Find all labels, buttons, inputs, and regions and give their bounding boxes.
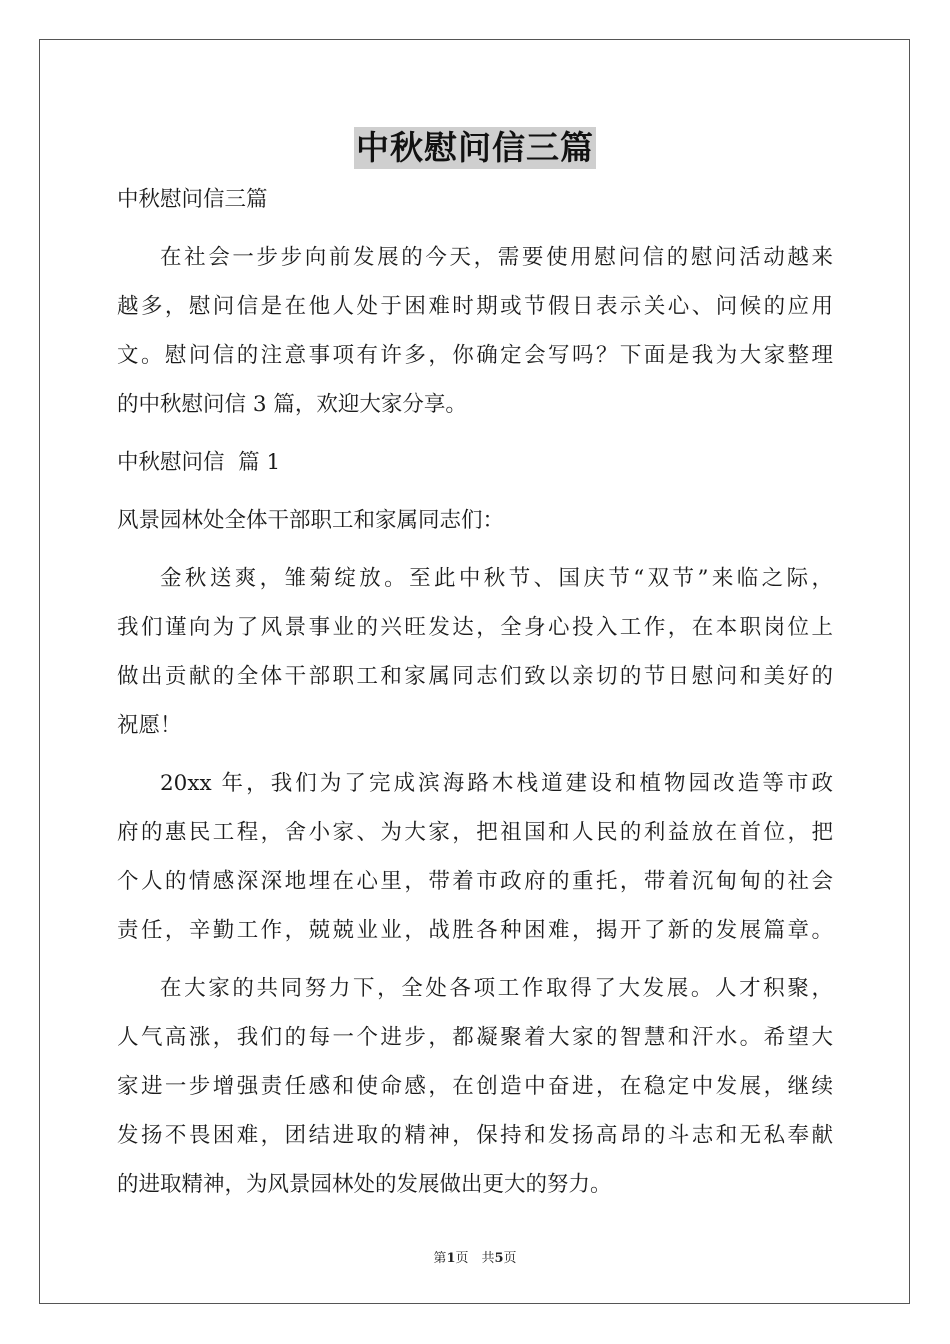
footer-page-current: 1 <box>446 1251 456 1266</box>
paragraph-line: 做出贡献的全体干部职工和家属同志们致以亲切的节日慰问和美好的 <box>117 664 833 689</box>
paragraph-line: 金秋送爽，雏菊绽放。至此中秋节、国庆节“双节”来临之际， <box>160 566 833 591</box>
salutation: 风景园林处全体干部职工和家属同志们： <box>117 508 505 533</box>
paragraph-line: 人气高涨，我们的每一个进步，都凝聚着大家的智慧和汗水。希望大 <box>117 1025 833 1050</box>
intro-line: 的中秋慰问信 3 篇，欢迎大家分享。 <box>117 392 467 417</box>
paragraph-line: 府的惠民工程，舍小家、为大家，把祖国和人民的利益放在首位，把 <box>117 820 833 845</box>
footer-page-mid: 页 共 <box>455 1251 495 1266</box>
paragraph-line: 责任，辛勤工作，兢兢业业，战胜各种困难，揭开了新的发展篇章。 <box>117 918 833 943</box>
paragraph-line: 发扬不畏困难，团结进取的精神，保持和发扬高昂的斗志和无私奉献 <box>117 1123 833 1148</box>
intro-line: 越多，慰问信是在他人处于困难时期或节假日表示关心、问候的应用 <box>117 294 833 319</box>
paragraph-line: 个人的情感深深地埋在心里，带着市政府的重托，带着沉甸甸的社会 <box>117 869 833 894</box>
paragraph-line: 在大家的共同努力下，全处各项工作取得了大发展。人才积聚， <box>160 976 833 1001</box>
paragraph-line: 我们谨向为了风景事业的兴旺发达，全身心投入工作，在本职岗位上 <box>117 615 833 640</box>
section-heading: 中秋慰问信 篇 1 <box>117 450 281 475</box>
footer-page-total: 5 <box>494 1251 504 1266</box>
footer-page-prefix: 第 <box>433 1251 447 1266</box>
paragraph-line: 家进一步增强责任感和使命感，在创造中奋进，在稳定中发展，继续 <box>117 1074 833 1099</box>
subtitle: 中秋慰问信三篇 <box>117 187 268 212</box>
page-footer <box>0 1247 950 1266</box>
document-title: 中秋慰问信三篇 <box>356 128 594 167</box>
paragraph-line: 的进取精神，为风景园林处的发展做出更大的努力。 <box>117 1172 612 1197</box>
paragraph-line: 祝愿！ <box>117 713 182 738</box>
intro-line: 文。慰问信的注意事项有许多，你确定会写吗？下面是我为大家整理 <box>117 343 833 368</box>
footer-page-suffix: 页 <box>503 1251 517 1266</box>
title-container <box>0 127 950 169</box>
paragraph-line: 20xx 年，我们为了完成滨海路木栈道建设和植物园改造等市政 <box>160 771 833 796</box>
intro-line: 在社会一步步向前发展的今天，需要使用慰问信的慰问活动越来 <box>160 245 833 270</box>
document-body <box>117 175 833 1209</box>
